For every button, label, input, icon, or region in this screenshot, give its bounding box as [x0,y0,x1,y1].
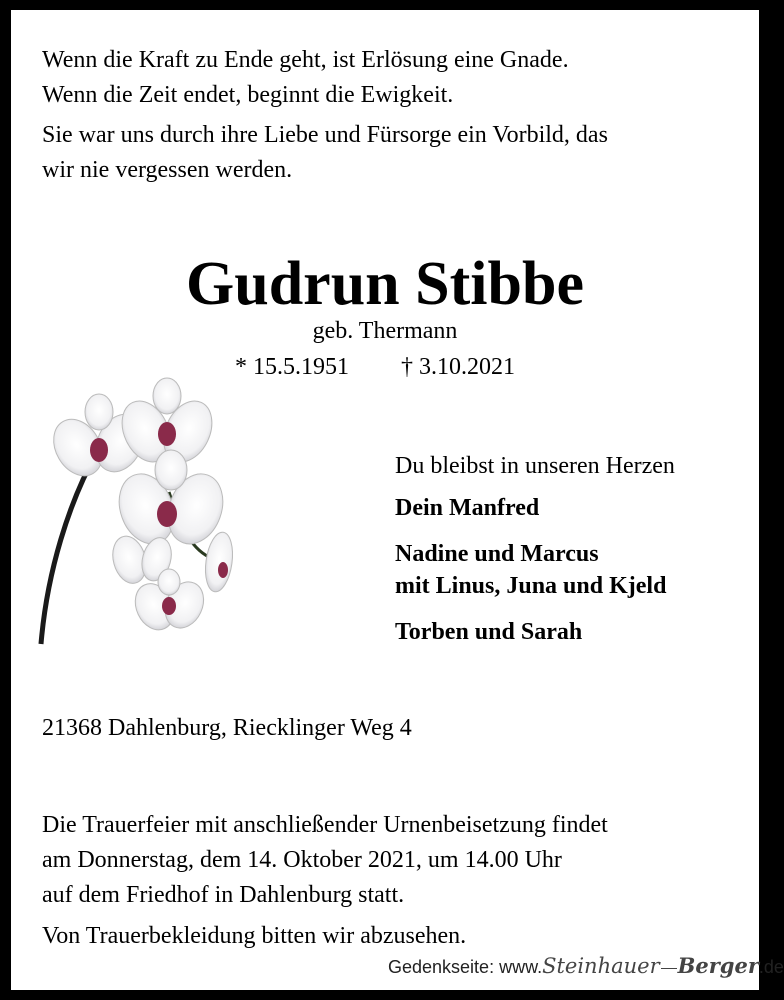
death-date: † 3.10.2021 [401,354,515,380]
family-grandchildren: mit Linus, Juna und Kjeld [395,573,667,599]
memorial-page-link[interactable] [388,955,784,978]
verse-line-1: Wenn die Kraft zu Ende geht, ist Erlösung eine Gnade. [42,47,569,73]
family-intro: Du bleibst in unseren Herzen [395,453,675,479]
verse-line-4: wir nie vergessen werden. [42,157,293,183]
funeral-line-1: Die Trauerfeier mit anschließender Urnenbeisetzung findet [42,812,608,838]
footer-suffix: .de [758,957,784,977]
funeral-line-3: auf dem Friedhof in Dahlenburg statt. [42,882,405,908]
maiden-name: geb. Thermann [312,318,458,344]
verse-block-2 [42,118,742,188]
address: 21368 Dahlenburg, Riecklinger Weg 4 [42,715,412,741]
obituary-card [11,10,784,990]
family-daughter: Nadine und Marcus [395,541,599,567]
funeral-note: Von Trauerbekleidung bitten wir abzusehen. [42,923,467,949]
funeral-line-2: am Donnerstag, dem 14. Oktober 2021, um 14.00 Uhr [42,847,562,873]
brand-dash [661,968,677,969]
footer-prefix: Gedenkseite: www. [388,957,543,977]
verse-line-3: Sie war uns durch ihre Liebe und Fürsorge ein Vorbild, das [42,122,608,148]
brand-steinhauer: Steinhauer [542,954,660,978]
verse-line-2: Wenn die Zeit endet, beginnt die Ewigkeit. [42,82,454,108]
brand-berger: Berger [677,953,759,978]
deceased-name: Gudrun Stibbe [185,250,584,318]
orchid-image [39,372,259,647]
family-son: Torben und Sarah [395,619,583,645]
birth-date: * 15.5.1951 [235,354,349,380]
family-husband: Dein Manfred [395,495,540,521]
funeral-info [42,808,742,913]
verse-block-1 [42,43,742,113]
